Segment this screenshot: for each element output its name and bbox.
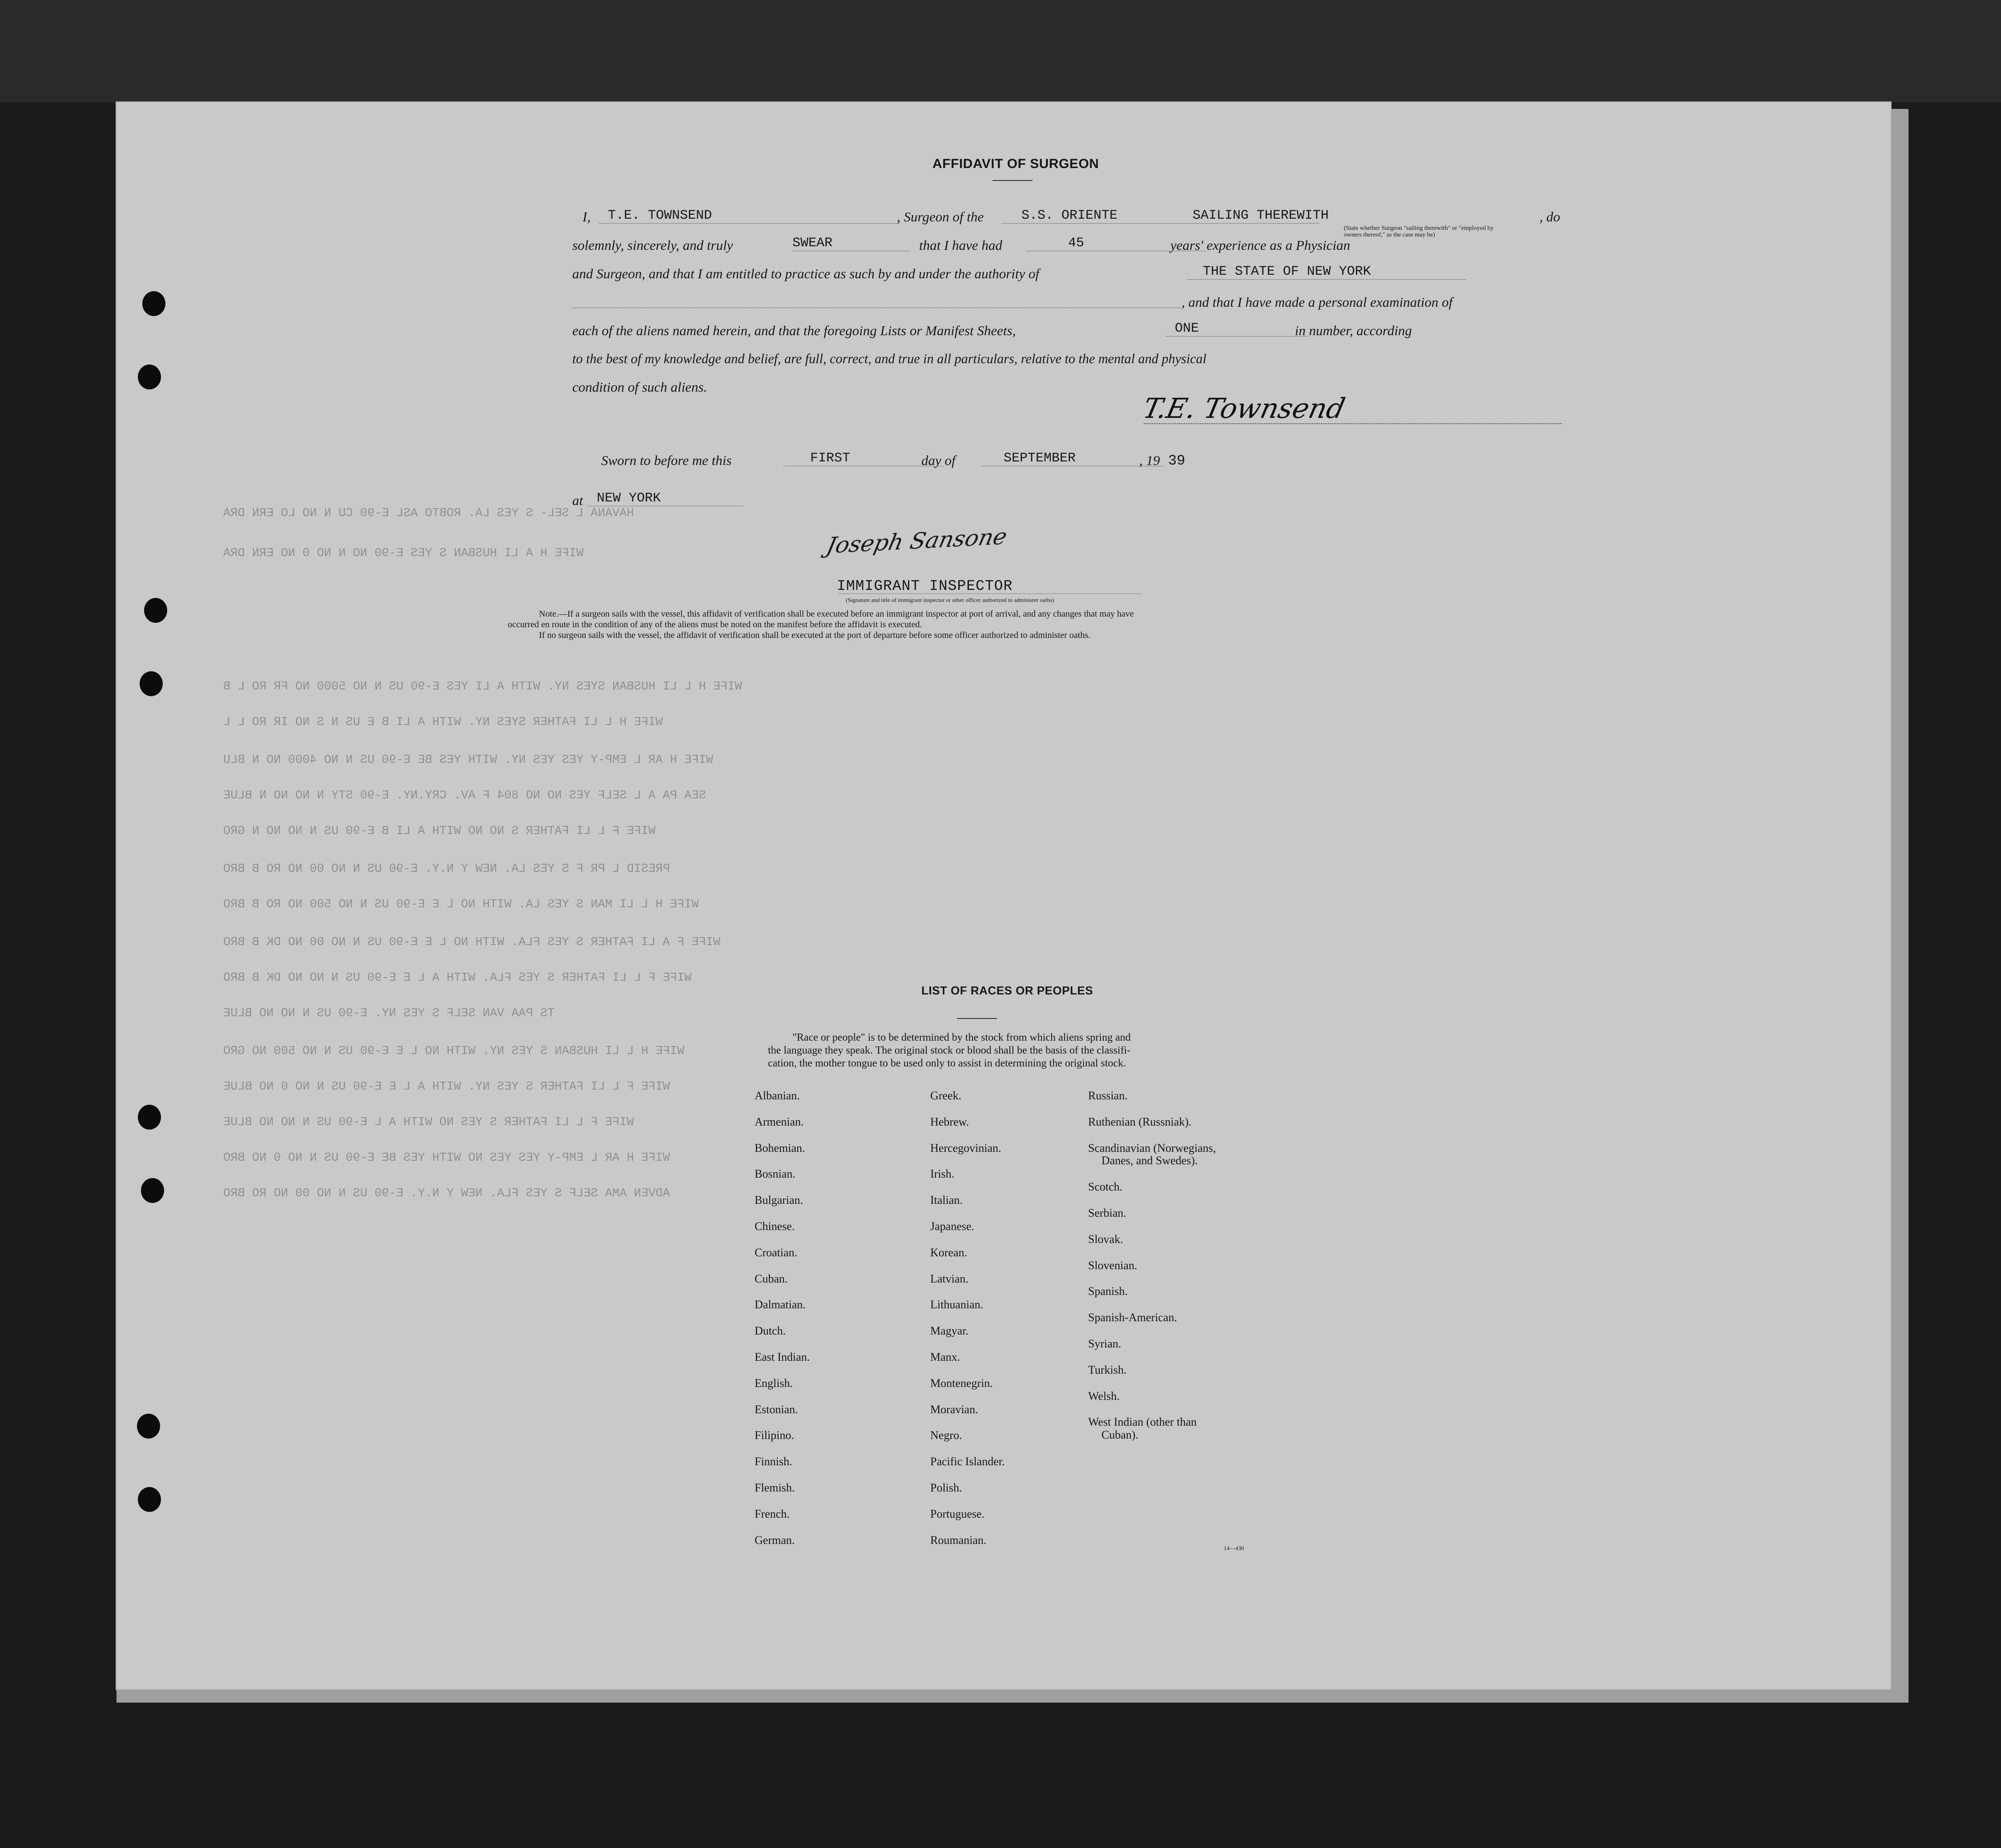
race-item: Finnish. bbox=[755, 1455, 792, 1468]
punch-hole bbox=[144, 598, 167, 623]
bleed-through-text: WIFE F L LI FATHER S NO NO WITH A LI B E-90 US N NO NO N GRO bbox=[223, 825, 656, 838]
bleed-through-text: WIFE H L LI MAN S YES LA. WITH NO L E E-90 US N NO 500 NO RO B BRO bbox=[223, 898, 699, 911]
race-item: Danes, and Swedes). bbox=[1101, 1154, 1198, 1167]
races-column-1 bbox=[755, 1089, 810, 1559]
punch-hole bbox=[141, 1178, 164, 1203]
race-item: Hebrew. bbox=[930, 1115, 969, 1128]
note-line3: If no surgeon sails with the vessel, the affidavit of verification shall be executed at the port of departure before some officer authorized to administer oaths. bbox=[539, 630, 1091, 640]
affidavit-line1-end: , do bbox=[1539, 209, 1560, 224]
sailing-status-field: SAILING THEREWITH bbox=[1193, 208, 1329, 223]
sworn-place-field: NEW YORK bbox=[588, 492, 743, 506]
race-item: Negro. bbox=[930, 1429, 962, 1442]
bleed-through-text: WIFE F L LI FATHER S YES FLA. WITH A L E E-90 US N NO NO DK B BRO bbox=[223, 971, 692, 985]
race-item: Portuguese. bbox=[930, 1507, 985, 1520]
race-item: Pacific Islander. bbox=[930, 1455, 1005, 1468]
affidavit-line2-start: solemnly, sincerely, and truly bbox=[572, 237, 733, 253]
race-item: Korean. bbox=[930, 1246, 968, 1259]
race-item: Cuban). bbox=[1101, 1428, 1139, 1442]
race-item: Bulgarian. bbox=[755, 1194, 804, 1207]
race-item: Dutch. bbox=[755, 1324, 786, 1338]
affidavit-line4-end: , and that I have made a personal examination of bbox=[1181, 294, 1453, 310]
races-column-3 bbox=[1088, 1089, 1216, 1455]
race-item: Lithuanian. bbox=[930, 1298, 984, 1311]
affidavit-line7: condition of such aliens. bbox=[572, 379, 707, 395]
sworn-at: at bbox=[572, 493, 583, 508]
sworn-day-field: FIRST bbox=[784, 452, 944, 466]
inspector-signature: Joseph Sansone bbox=[824, 523, 1010, 559]
race-item: Filipino. bbox=[755, 1429, 794, 1442]
authority-field: THE STATE OF NEW YORK bbox=[1187, 265, 1466, 280]
title-underline bbox=[992, 180, 1033, 181]
race-item: Manx. bbox=[930, 1350, 960, 1363]
affidavit-line5-start: each of the aliens named herein, and that the foregoing Lists or Manifest Sheets, bbox=[572, 323, 1016, 338]
bleed-through-text: WIFE H L LI FATHER SYES NY. WITH A LI B E US N S NO IR RO L L bbox=[223, 716, 663, 729]
bleed-through-text: TS PAA VAN SELF S YES NY. E-90 US N NO NO BLUE bbox=[223, 1007, 555, 1020]
race-item: Albanian. bbox=[755, 1089, 800, 1102]
bleed-through-text: WIFE F L LI FATHER S YES NO WITH A L E-90 US N NO NO BLUE bbox=[223, 1116, 634, 1129]
sworn-start: Sworn to before me this bbox=[601, 453, 732, 468]
race-item: Bohemian. bbox=[755, 1141, 805, 1154]
affidavit-line5-end: in number, according bbox=[1295, 323, 1412, 338]
race-item: Spanish. bbox=[1088, 1285, 1128, 1298]
race-item: Moravian. bbox=[930, 1403, 978, 1416]
sheets-field: ONE bbox=[1166, 322, 1308, 337]
bleed-through-text: WIFE F L LI FATHER S YES NY. WITH A L E E-90 US N NO 0 NO BLUE bbox=[223, 1080, 670, 1094]
race-item: Armenian. bbox=[755, 1115, 804, 1128]
race-item: Italian. bbox=[930, 1194, 963, 1207]
race-item: Montenegrin. bbox=[930, 1376, 993, 1390]
inspector-title: IMMIGRANT INSPECTOR bbox=[837, 578, 1013, 594]
bleed-through-text: WIFE H AR L EMP-Y YES YES NO WITH YES BE E-90 US N NO 0 NO BRO bbox=[223, 1151, 670, 1165]
races-intro-line: cation, the mother tongue to be used only to assist in determining the original stock. bbox=[768, 1057, 1126, 1069]
race-item: English. bbox=[755, 1376, 793, 1390]
bleed-through-text: HAVANA L SEL- S YES LA. ROBTO ASL E-90 CU N NO LO ERN DRA bbox=[223, 507, 634, 520]
race-item: Spanish-American. bbox=[1088, 1311, 1177, 1324]
race-item: Scandinavian (Norwegians, bbox=[1088, 1141, 1216, 1154]
bleed-through-text: WIFE F A LI FATHER S YES FLA. WITH NO L E E-90 US N NO 00 NO DK B BRO bbox=[223, 936, 720, 949]
race-item: Welsh. bbox=[1088, 1389, 1120, 1403]
affidavit-line2-mid: that I have had bbox=[919, 237, 1002, 253]
punch-hole bbox=[142, 291, 165, 316]
form-number: 14—430 bbox=[1224, 1545, 1244, 1551]
bleed-through-text: WIFE H L LI HUSBAN S YES NY. WITH NO L E E-90 US N NO 500 NO GRO bbox=[223, 1045, 684, 1058]
surgeon-signature: T.E. Townsend bbox=[1140, 392, 1348, 425]
races-column-2 bbox=[930, 1089, 1005, 1559]
sworn-month-field: SEPTEMBER bbox=[981, 452, 1164, 466]
punch-hole bbox=[138, 1487, 161, 1512]
inspector-signature-line bbox=[839, 593, 1141, 594]
punch-hole bbox=[138, 365, 161, 389]
bleed-through-text: WIFE H AR L EMP-Y YES YES NY. WITH YES BE E-90 US N NO 4000 NO N BLU bbox=[223, 754, 713, 767]
races-intro bbox=[768, 1031, 1131, 1070]
race-item: Syrian. bbox=[1088, 1337, 1121, 1350]
race-item: Russian. bbox=[1088, 1089, 1128, 1102]
affidavit-line1-i: I, bbox=[583, 209, 591, 224]
race-item: Cuban. bbox=[755, 1272, 788, 1285]
race-item: Dalmatian. bbox=[755, 1298, 806, 1311]
race-item: Turkish. bbox=[1088, 1363, 1127, 1376]
sworn-day-of: day of bbox=[921, 453, 956, 468]
surgeon-signature-line bbox=[1144, 423, 1562, 424]
affidavit-line3-start: and Surgeon, and that I am entitled to practice as such by and under the authority of bbox=[572, 266, 1040, 281]
race-item: Hercegovinian. bbox=[930, 1141, 1001, 1154]
scanner-background bbox=[0, 0, 2001, 102]
race-item: Roumanian. bbox=[930, 1533, 987, 1547]
bleed-through-text: SEA PA A L SELF YES NO NO 804 F AV. CRY.NY. E-90 STY N NO NO N BLUE bbox=[223, 789, 706, 802]
surgeon-name-field: T.E. TOWNSEND bbox=[599, 209, 899, 224]
race-item: Latvian. bbox=[930, 1272, 968, 1285]
race-item: Croatian. bbox=[755, 1246, 798, 1259]
race-item: Flemish. bbox=[755, 1481, 795, 1494]
affidavit-title: AFFIDAVIT OF SURGEON bbox=[932, 156, 1099, 171]
race-item: Ruthenian (Russniak). bbox=[1088, 1115, 1192, 1128]
sworn-year-suffix: 39 bbox=[1168, 453, 1185, 469]
race-item: Magyar. bbox=[930, 1324, 968, 1338]
races-intro-line: the language they speak. The original stock or blood shall be the basis of the classifi- bbox=[768, 1044, 1131, 1056]
race-item: West Indian (other than bbox=[1088, 1415, 1197, 1429]
races-intro-line: "Race or people" is to be determined by the stock from which aliens spring and bbox=[792, 1032, 1131, 1043]
race-item: Slovak. bbox=[1088, 1232, 1123, 1246]
bleed-through-text: ADVEN AMA SELF S YES FLA. NEW Y N.Y. E-90 US N NO 00 NO RO BRO bbox=[223, 1187, 670, 1200]
inspector-caption: (Signature and title of immigrant inspector or other officer authorized to administer oaths) bbox=[846, 597, 1054, 603]
bleed-through-text: PRESID L PR F S YES LA. NEW Y N.Y. E-90 US N NO 00 NO RO B BRO bbox=[223, 862, 670, 876]
punch-hole bbox=[137, 1414, 160, 1439]
race-item: Polish. bbox=[930, 1481, 962, 1494]
note-line1: Note.—If a surgeon sails with the vessel, this affidavit of verification shall be executed before an immigrant inspector at port of arrival, and any changes that may have bbox=[539, 609, 1134, 619]
races-title: LIST OF RACES OR PEOPLES bbox=[921, 984, 1093, 997]
affidavit-line1-mid: , Surgeon of the bbox=[897, 209, 984, 224]
oath-field: SWEAR bbox=[792, 237, 910, 251]
races-title-underline bbox=[957, 1018, 997, 1019]
punch-hole bbox=[138, 1105, 161, 1130]
sworn-year-prefix: , 19 bbox=[1139, 453, 1160, 468]
race-item: Serbian. bbox=[1088, 1206, 1126, 1219]
race-item: Estonian. bbox=[755, 1403, 798, 1416]
race-item: East Indian. bbox=[755, 1350, 810, 1363]
affidavit-line6: to the best of my knowledge and belief, are full, correct, and true in all particulars, relative to the mental and physical bbox=[572, 351, 1207, 366]
sailing-note: (State whether Surgeon "sailing therewith" or "employed by owners thereof," as the case may be) bbox=[1344, 225, 1494, 239]
race-item: Chinese. bbox=[755, 1219, 795, 1233]
race-item: Bosnian. bbox=[755, 1167, 796, 1181]
bleed-through-text: WIFE H L LI HUSBAN SYES NY. WITH A LI YES E-90 US N NO 5000 NO FR RO L B bbox=[223, 680, 742, 694]
bleed-through-text: WIFE H A LI HUSBAN S YES E-90 NO N NO 0 NO ERN DRA bbox=[223, 547, 584, 560]
affidavit-line2-end: years' experience as a Physician bbox=[1170, 237, 1350, 253]
race-item: Irish. bbox=[930, 1167, 955, 1181]
authority-continuation-field bbox=[572, 293, 1181, 308]
race-item: Slovenian. bbox=[1088, 1259, 1137, 1272]
race-item: German. bbox=[755, 1533, 795, 1547]
race-item: Scotch. bbox=[1088, 1180, 1123, 1194]
note-line2: occurred en route in the condition of any of the aliens must be noted on the manifest before the affidavit is executed. bbox=[508, 620, 922, 629]
race-item: Greek. bbox=[930, 1089, 962, 1102]
race-item: Japanese. bbox=[930, 1219, 974, 1233]
document-page bbox=[117, 102, 1891, 1689]
vessel-field: S.S. ORIENTE bbox=[1001, 209, 1319, 224]
years-field: 45 bbox=[1026, 237, 1206, 251]
race-item: French. bbox=[755, 1507, 790, 1520]
punch-hole bbox=[140, 671, 163, 696]
